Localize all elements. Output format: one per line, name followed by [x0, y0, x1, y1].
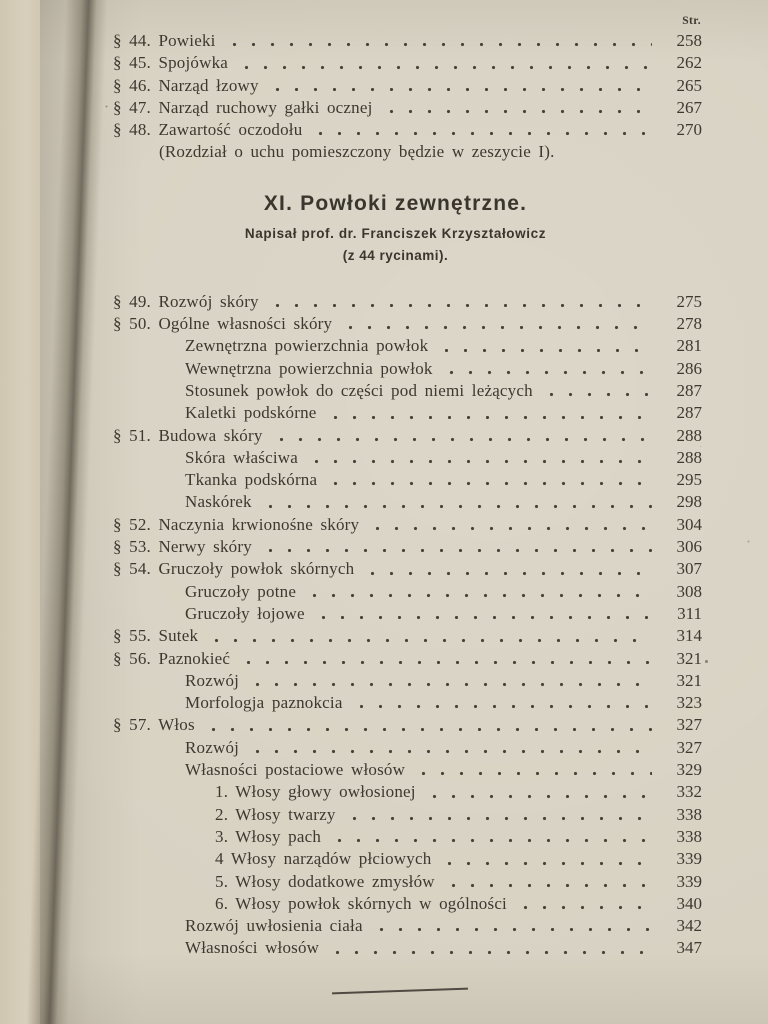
- dot-leader: [204, 726, 652, 733]
- toc-page-number: 304: [676, 514, 702, 534]
- toc-entry-label: Tkanka podskórna: [185, 470, 318, 490]
- toc-entry-label: Własności włosów: [185, 938, 320, 958]
- toc-entry-label: § 51. Budowa skóry: [113, 425, 263, 445]
- dot-leader: [382, 108, 652, 115]
- toc-page-number: 258: [676, 31, 702, 50]
- chapter-title: XI. Powłoki zewnętrzne.: [263, 191, 528, 215]
- toc-row: [113, 469, 702, 491]
- dot-leader: [542, 391, 652, 398]
- toc-page-number: 339: [676, 849, 702, 869]
- toc-entry-label: § 53. Nerwy skóry: [113, 537, 252, 557]
- paper-speck: [705, 660, 708, 663]
- toc-row: [113, 826, 702, 848]
- dot-leader: [437, 347, 652, 354]
- toc-page-number: 311: [677, 603, 702, 623]
- toc-entry-label: § 44. Powieki: [113, 31, 216, 50]
- toc-entry-label: Rozwój: [185, 670, 240, 690]
- toc-row: [113, 871, 702, 893]
- toc-entry-label: Rozwój: [185, 737, 240, 757]
- dot-leader: [368, 525, 652, 532]
- toc-page-number: 275: [676, 291, 702, 311]
- toc-page-number: 321: [676, 648, 702, 668]
- toc-page-number: 265: [676, 75, 702, 95]
- toc-row: [113, 737, 702, 759]
- toc-page-number: 262: [676, 53, 702, 73]
- dot-leader: [239, 659, 652, 666]
- toc-top-section: [113, 30, 702, 164]
- dot-leader: [363, 570, 652, 577]
- toc-entry-label: 3. Włosy pach: [215, 826, 322, 846]
- dot-leader: [237, 64, 652, 71]
- toc-page-number: 338: [676, 826, 702, 846]
- toc-row: [113, 514, 702, 536]
- toc-row: [113, 75, 702, 97]
- toc-row: [113, 670, 702, 692]
- toc-note-row: [113, 141, 702, 163]
- dot-leader: [314, 614, 652, 621]
- chapter-heading: [113, 190, 678, 265]
- toc-entry-label: § 46. Narząd łzowy: [113, 75, 259, 95]
- toc-row: [113, 937, 702, 959]
- dot-leader: [261, 503, 652, 510]
- toc-entry-label: § 55. Sutek: [113, 626, 199, 646]
- toc-entry-label: Wewnętrzna powierzchnia powłok: [185, 358, 433, 378]
- toc-entry-label: § 47. Narząd ruchowy gałki ocznej: [113, 97, 373, 117]
- toc-entry-label: 5. Włosy dodatkowe zmysłów: [215, 871, 435, 891]
- toc-entry-label: § 52. Naczynia krwionośne skóry: [113, 514, 360, 534]
- toc-row: [113, 335, 702, 357]
- toc-entry-label: (Rozdział o uchu pomieszczony będzie w zeszycie I).: [159, 142, 555, 162]
- toc-page-number: 327: [676, 715, 702, 735]
- toc-row: [113, 603, 702, 625]
- toc-entry-label: 6. Włosy powłok skórnych w ogólności: [215, 893, 507, 913]
- toc-page-number: 323: [676, 693, 702, 713]
- toc-row: [113, 625, 702, 647]
- toc-page-number: 332: [676, 782, 702, 802]
- toc-entry-label: § 50. Ogólne własności skóry: [113, 314, 333, 334]
- toc-entry-label: Skóra właściwa: [185, 447, 298, 467]
- dot-leader: [268, 302, 652, 309]
- toc-row: [113, 52, 702, 74]
- toc-row: [113, 119, 702, 141]
- dot-leader: [516, 904, 652, 911]
- toc-row: [113, 915, 702, 937]
- toc-page-number: 347: [676, 938, 702, 958]
- toc-page-number: 339: [676, 871, 702, 891]
- toc-page-number: 288: [676, 425, 702, 445]
- dot-leader: [248, 748, 652, 755]
- toc-entry-label: Gruczoły łojowe: [185, 603, 305, 623]
- toc-row: [113, 97, 702, 119]
- dot-leader: [425, 793, 652, 800]
- dot-leader: [328, 949, 652, 956]
- chapter-figures-note: (z 44 rycinami).: [342, 247, 449, 263]
- chapter-author: Napisał prof. dr. Franciszek Krzyształowicz: [244, 225, 547, 241]
- toc-row: [113, 781, 702, 803]
- dot-leader: [440, 860, 652, 867]
- toc-row: [113, 358, 702, 380]
- toc-row: [113, 402, 702, 424]
- toc-page-number: 342: [676, 916, 702, 936]
- dot-leader: [248, 681, 652, 688]
- toc-entry-label: § 57. Włos: [113, 715, 195, 735]
- toc-page-number: 270: [676, 120, 702, 140]
- toc-entry-label: Gruczoły potne: [185, 581, 297, 601]
- toc-entry-label: Naskórek: [185, 492, 252, 512]
- toc-page-number: 308: [676, 581, 702, 601]
- page-column-header: Str.: [682, 15, 701, 27]
- dot-leader: [444, 882, 652, 889]
- toc-entry-label: § 45. Spojówka: [113, 53, 229, 73]
- toc-entry-label: Morfologja paznokcia: [185, 693, 343, 713]
- toc-entry-label: Stosunek powłok do części pod niemi leżących: [185, 380, 533, 400]
- toc-entry-label: 1. Włosy głowy owłosionej: [215, 782, 416, 802]
- toc-row: [113, 491, 702, 513]
- toc-page-number: 340: [676, 893, 702, 913]
- toc-page-number: 298: [676, 492, 702, 512]
- toc-entry-label: Zewnętrzna powierzchnia powłok: [185, 336, 429, 356]
- toc-row: [113, 648, 702, 670]
- toc-page-number: 329: [676, 760, 702, 780]
- toc-page-number: 314: [676, 626, 702, 646]
- toc-page-number: 295: [676, 470, 702, 490]
- toc-page-number: 286: [676, 358, 702, 378]
- toc-page-number: 287: [676, 380, 702, 400]
- dot-leader: [352, 703, 652, 710]
- dot-leader: [341, 324, 652, 331]
- dot-leader: [345, 815, 652, 822]
- dot-leader: [442, 369, 652, 376]
- dot-leader: [414, 770, 652, 777]
- toc-main-section: [113, 291, 702, 960]
- toc-row: [113, 291, 702, 313]
- toc-row: [113, 30, 702, 52]
- toc-row: [113, 714, 702, 736]
- toc-row: [113, 759, 702, 781]
- toc-page-number: 338: [676, 804, 702, 824]
- dot-leader: [305, 592, 652, 599]
- toc-page-number: 287: [676, 403, 702, 423]
- toc-entry-label: § 54. Gruczoły powłok skórnych: [113, 559, 355, 579]
- toc-page-number: 321: [676, 670, 702, 690]
- toc-row: [113, 692, 702, 714]
- toc-entry-label: 4 Włosy narządów płciowych: [215, 849, 432, 869]
- toc-row: [113, 447, 702, 469]
- toc-page-number: 306: [676, 537, 702, 557]
- toc-row: [113, 804, 702, 826]
- dot-leader: [268, 86, 652, 93]
- toc-entry-label: 2. Włosy twarzy: [215, 804, 336, 824]
- toc-entry-label: § 48. Zawartość oczodołu: [113, 120, 303, 140]
- toc-page-number: 278: [676, 314, 702, 334]
- toc-row: [113, 558, 702, 580]
- toc-entry-label: § 49. Rozwój skóry: [113, 291, 259, 311]
- toc-page-number: 307: [676, 559, 702, 579]
- dot-leader: [326, 480, 652, 487]
- dot-leader: [326, 414, 652, 421]
- dot-leader: [311, 130, 652, 137]
- toc-entry-label: Rozwój uwłosienia ciała: [185, 916, 363, 936]
- toc-row: [113, 848, 702, 870]
- dot-leader: [261, 547, 652, 554]
- toc-row: [113, 425, 702, 447]
- dot-leader: [207, 637, 652, 644]
- dot-leader: [272, 436, 652, 443]
- table-of-contents: [113, 15, 702, 960]
- toc-entry-label: Własności postaciowe włosów: [185, 760, 406, 780]
- dot-leader: [307, 458, 652, 465]
- toc-page-number: 327: [676, 737, 702, 757]
- toc-page-number: 267: [676, 97, 702, 117]
- toc-entry-label: Kaletki podskórne: [185, 403, 317, 423]
- toc-page-number: 281: [676, 336, 702, 356]
- toc-row: [113, 380, 702, 402]
- toc-page-number: 288: [676, 447, 702, 467]
- dot-leader: [225, 41, 652, 48]
- dot-leader: [330, 837, 652, 844]
- dot-leader: [372, 926, 652, 933]
- toc-row: [113, 581, 702, 603]
- toc-row: [113, 313, 702, 335]
- toc-entry-label: § 56. Paznokieć: [113, 648, 231, 668]
- toc-row: [113, 536, 702, 558]
- toc-row: [113, 893, 702, 915]
